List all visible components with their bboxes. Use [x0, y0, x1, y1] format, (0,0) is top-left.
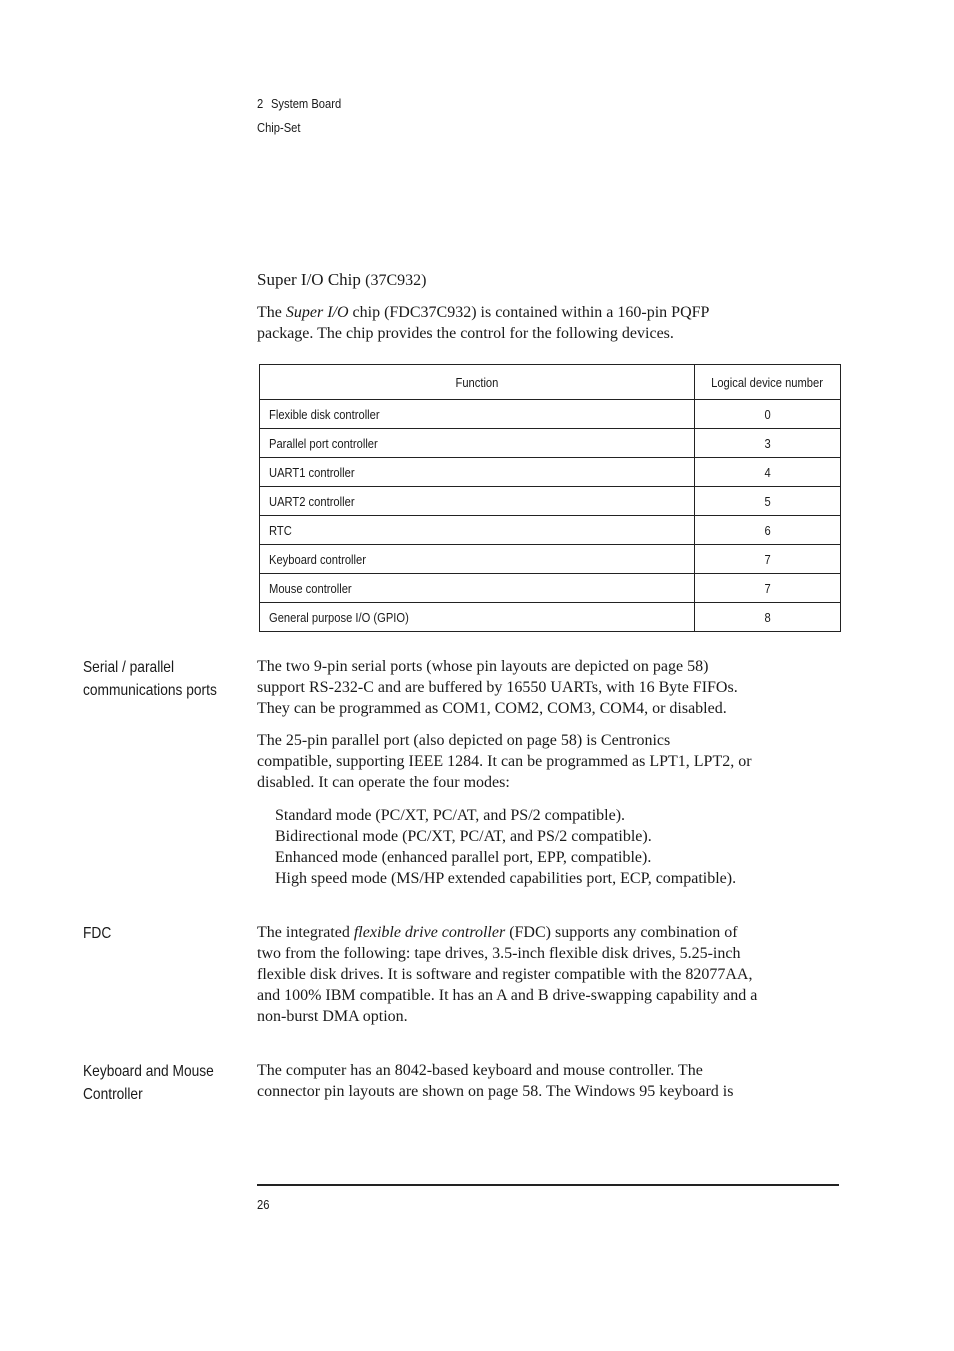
header-function: [260, 365, 695, 400]
intro-line-1: [257, 302, 841, 323]
cell-ldn-text: 5: [764, 493, 771, 509]
cell-function-text: Mouse controller: [269, 580, 352, 596]
cell-function-text: General purpose I/O (GPIO): [269, 609, 409, 625]
cell-ldn-text: 3: [764, 435, 771, 451]
paragraph-line: The computer has an 8042-based keyboard and mouse controller. The: [257, 1062, 703, 1079]
table-row: [260, 458, 841, 487]
intro-italic: Super I/O: [285, 304, 349, 321]
logical-device-table: [259, 364, 841, 632]
paragraph-line: support RS-232-C and are buffered by 16550 UARTs, with 16 Byte FIFOs.: [257, 679, 738, 696]
cell-function: [260, 545, 695, 574]
header-ldn-text: Logical device number: [711, 374, 824, 390]
paragraph-line: connector pin layouts are shown on page 58. The Windows 95 keyboard is: [257, 1083, 734, 1100]
header-logical-device-number: [695, 365, 841, 400]
footer-rule: [257, 1184, 839, 1186]
side-heading-line-1: Keyboard and Mouse: [83, 1063, 214, 1080]
list-item: Standard mode (PC/XT, PC/AT, and PS/2 compatible).: [275, 807, 626, 824]
side-heading-fdc: FDC: [83, 925, 112, 942]
cell-function: [260, 574, 695, 603]
paragraph-line: [257, 922, 841, 943]
side-heading-line-1: Serial / parallel: [83, 659, 175, 676]
serial-paragraph: [257, 656, 841, 719]
intro-line-2: package. The chip provides the control for the following devices.: [257, 325, 674, 342]
paragraph-line: The 25-pin parallel port (also depicted on page 58) is Centronics: [257, 732, 671, 749]
section-title: [257, 270, 426, 290]
paragraph-line: compatible, supporting IEEE 1284. It can be programmed as LPT1, LPT2, or: [257, 753, 752, 770]
table-row: [260, 545, 841, 574]
paragraph-line: non-burst DMA option.: [257, 1008, 408, 1025]
header-function-text: Function: [455, 374, 499, 390]
cell-ldn-text: 6: [764, 522, 771, 538]
paragraph-line: two from the following: tape drives, 3.5-inch flexible disk drives, 5.25-inch: [257, 945, 741, 962]
running-header-section: Chip-Set: [257, 120, 301, 135]
table-row: [260, 400, 841, 429]
cell-ldn-text: 0: [764, 406, 771, 422]
cell-function: [260, 458, 695, 487]
cell-ldn-text: 7: [764, 551, 771, 567]
table-row: [260, 603, 841, 632]
cell-ldn: [695, 400, 841, 429]
side-heading-keyboard-mouse: [83, 1060, 214, 1106]
cell-function-text: Flexible disk controller: [269, 406, 380, 422]
cell-function: [260, 487, 695, 516]
super-io-intro: [257, 302, 841, 344]
intro-pre: The: [257, 304, 286, 321]
running-header-chapter: [257, 96, 341, 111]
table-header-row: [260, 365, 841, 400]
cell-ldn-text: 4: [764, 464, 771, 480]
paragraph-line: and 100% IBM compatible. It has an A and B drive-swapping capability and a: [257, 987, 758, 1004]
section-title-sub: (37C932): [365, 272, 427, 289]
cell-ldn: [695, 516, 841, 545]
cell-ldn-text: 7: [764, 580, 771, 596]
list-item: High speed mode (MS/HP extended capabilities port, ECP, compatible).: [275, 870, 737, 887]
chapter-number: 2: [257, 96, 264, 111]
table-row: [260, 516, 841, 545]
table-row: [260, 429, 841, 458]
list-item: Enhanced mode (enhanced parallel port, EPP, compatible).: [275, 849, 652, 866]
cell-function: [260, 603, 695, 632]
parallel-modes-list: [275, 805, 736, 889]
cell-ldn: [695, 545, 841, 574]
table-row: [260, 574, 841, 603]
cell-function-text: Parallel port controller: [269, 435, 378, 451]
fdc-line1-pre: The integrated: [257, 924, 354, 941]
cell-function-text: Keyboard controller: [269, 551, 366, 567]
side-heading-line-2: communications ports: [83, 682, 217, 699]
cell-function: [260, 429, 695, 458]
cell-ldn: [695, 429, 841, 458]
page-number: 26: [257, 1197, 270, 1212]
keyboard-paragraph: [257, 1060, 841, 1102]
parallel-paragraph: [257, 730, 841, 793]
cell-ldn: [695, 603, 841, 632]
paragraph-line: flexible disk drives. It is software and register compatible with the 82077AA,: [257, 966, 753, 983]
cell-ldn-text: 8: [764, 609, 771, 625]
cell-ldn: [695, 458, 841, 487]
cell-function: [260, 516, 695, 545]
cell-ldn: [695, 487, 841, 516]
paragraph-line: They can be programmed as COM1, COM2, COM3, COM4, or disabled.: [257, 700, 727, 717]
cell-function-text: RTC: [269, 522, 292, 538]
fdc-paragraph: [257, 922, 841, 1027]
intro-line1-rest: chip (FDC37C932) is contained within a 160-pin PQFP: [348, 304, 710, 321]
cell-function-text: UART1 controller: [269, 464, 355, 480]
section-title-main: Super I/O Chip: [257, 270, 361, 289]
fdc-line1-rest: (FDC) supports any combination of: [505, 924, 738, 941]
cell-function: [260, 400, 695, 429]
paragraph-line: disabled. It can operate the four modes:: [257, 774, 510, 791]
side-heading-serial-parallel: [83, 656, 217, 702]
chapter-title: System Board: [270, 96, 342, 111]
cell-function-text: UART2 controller: [269, 493, 355, 509]
fdc-italic-term: flexible drive controller: [353, 924, 506, 941]
side-heading-line-2: Controller: [83, 1086, 143, 1103]
table-row: [260, 487, 841, 516]
list-item: Bidirectional mode (PC/XT, PC/AT, and PS/2 compatible).: [275, 828, 652, 845]
paragraph-line: The two 9-pin serial ports (whose pin layouts are depicted on page 58): [257, 658, 709, 675]
cell-ldn: [695, 574, 841, 603]
